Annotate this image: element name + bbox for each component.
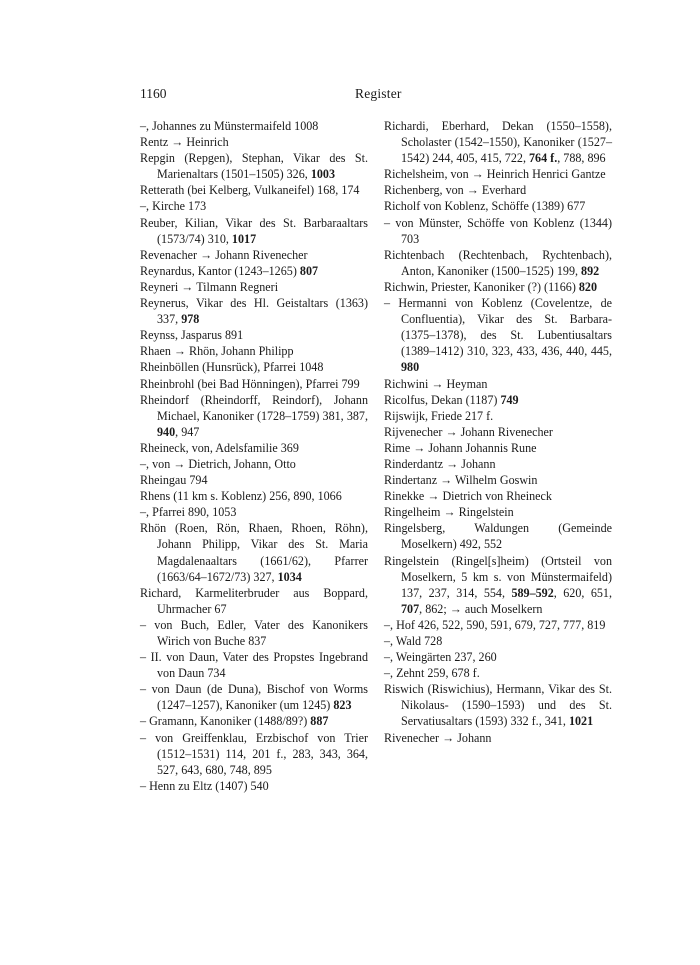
register-entry: Rheinbrohl (bei Bad Hönningen), Pfarrei 799 — [140, 376, 360, 391]
register-entry: Richelsheim, von → Heinrich Henrici Gantze — [384, 167, 606, 182]
register-entry: Richardi, Eberhard, Dekan (1550–1558), Scholaster (1542–1550), Kanoniker (1527–1542) 244, 405, 415, 722, 764 f., 788, 896 — [384, 119, 612, 166]
register-entry: – von Daun (de Duna), Bischof von Worms (1247–1257), Kanoniker (um 1245) 823 — [140, 682, 368, 713]
register-entry: Richolf von Koblenz, Schöffe (1389) 677 — [384, 199, 586, 214]
register-entry: –, Wald 728 — [384, 634, 443, 648]
register-entry: – von Greiffenklau, Erzbischof von Trier (1512–1531) 114, 201 f., 283, 343, 364, 527, 643, 680, 748, 895 — [140, 730, 368, 777]
bold-page-reference: 807 — [299, 263, 319, 278]
register-entry: Rindertanz → Wilhelm Goswin — [384, 473, 538, 488]
register-entry: Repgin (Repgen), Stephan, Vikar des St. Marienaltars (1501–1505) 326, 1003 — [140, 151, 368, 182]
register-entry: Richenberg, von → Everhard — [384, 183, 527, 198]
register-entry: –, von → Dietrich, Johann, Otto — [140, 456, 296, 471]
register-entry: Rheinböllen (Hunsrück), Pfarrei 1048 — [140, 360, 324, 375]
bold-page-reference: 707 — [401, 601, 420, 616]
bold-page-reference: 892 — [581, 263, 600, 278]
register-entry: Ringelsberg, Waldungen (Gemeinde Moselkern) 492, 552 — [384, 521, 612, 552]
register-entry: Revenacher → Johann Rivenecher — [140, 247, 308, 262]
register-entry: Reynerus, Vikar des Hl. Geistaltars (1363) 337, 978 — [140, 296, 368, 327]
bold-page-reference: 1021 — [568, 714, 594, 729]
register-entry: Rime → Johann Johannis Rune — [384, 440, 537, 455]
bold-page-reference: 940 — [157, 424, 176, 439]
running-head: Register — [355, 86, 402, 101]
bold-page-reference: 749 — [500, 392, 519, 407]
register-entry: Rentz → Heinrich — [140, 135, 229, 150]
bold-page-reference: 1003 — [310, 167, 336, 182]
bold-page-reference: 980 — [401, 360, 420, 375]
register-entry: Richwin, Priester, Kanoniker (?) (1166) 820 — [384, 279, 598, 294]
register-entry: Reynardus, Kantor (1243–1265) 807 — [140, 263, 319, 278]
bold-page-reference: 1034 — [277, 569, 302, 584]
register-entry: Rheineck, von, Adelsfamilie 369 — [140, 440, 299, 455]
register-entry: Retterath (bei Kelberg, Vulkaneifel) 168, 174 — [140, 183, 360, 198]
register-column-right — [384, 118, 612, 746]
register-entry: Rhaen → Rhön, Johann Philipp — [140, 344, 294, 359]
register-entry: Richard, Karmeliterbruder aus Boppard, Uhrmacher 67 — [140, 585, 368, 616]
register-entry: –, Weingärten 237, 260 — [384, 650, 497, 665]
register-entry: Riswich (Riswichius), Hermann, Vikar des St. Nikolaus- (1590–1593) und des St. Servatiusaltars (1593) 332 f., 341, 1021 — [384, 682, 612, 729]
register-entry: –, Hof 426, 522, 590, 591, 679, 727, 777, 819 — [384, 617, 606, 632]
register-entry: – Henn zu Eltz (1407) 540 — [140, 778, 269, 793]
register-entry: Rijswijk, Friede 217 f. — [384, 408, 494, 423]
register-entry: – von Münster, Schöffe von Koblenz (1344) 703 — [384, 215, 612, 246]
register-entry: Ricolfus, Dekan (1187) 749 — [384, 392, 519, 407]
bold-page-reference: 589–592 — [511, 585, 554, 600]
register-entry: – von Buch, Edler, Vater des Kanonikers Wirich von Buche 837 — [140, 617, 368, 648]
register-entry: –, Zehnt 259, 678 f. — [384, 666, 480, 681]
register-entry: Reyneri → Tilmann Regneri — [140, 279, 279, 294]
register-entry: – Hermanni von Koblenz (Covelentze, de Confluentia), Vikar des St. Barbara- (1375–1378), des St. Lubentiusaltars (1389–1412) 310, 323, 433, 436, 440, 445, 980 — [384, 296, 612, 375]
register-entry: –, Pfarrei 890, 1053 — [140, 505, 237, 520]
register-entry: – Gramann, Kanoniker (1488/89?) 887 — [140, 714, 329, 729]
register-entry: Ringelheim → Ringelstein — [384, 505, 514, 520]
bold-page-reference: 764 f. — [529, 151, 558, 166]
register-entry: – II. von Daun, Vater des Propstes Ingebrand von Daun 734 — [140, 650, 368, 681]
register-entry: Rinekke → Dietrich von Rheineck — [384, 489, 552, 504]
page-number: 1160 — [140, 86, 167, 101]
register-entry: –, Kirche 173 — [140, 199, 207, 214]
register-entry: Reynss, Jasparus 891 — [140, 328, 244, 343]
bold-page-reference: 823 — [333, 698, 352, 713]
register-entry: Reuber, Kilian, Vikar des St. Barbaraaltars (1573/74) 310, 1017 — [140, 215, 368, 246]
register-column-left — [140, 118, 368, 794]
bold-page-reference: 887 — [310, 714, 329, 729]
register-entry: Rivenecher → Johann — [384, 730, 492, 745]
register-entry: Richtenbach (Rechtenbach, Rychtenbach), Anton, Kanoniker (1500–1525) 199, 892 — [384, 247, 612, 278]
register-entry: Rheindorf (Rheindorff, Reindorf), Johann Michael, Kanoniker (1728–1759) 381, 387, 940, 947 — [140, 392, 368, 439]
register-entry: Rinderdantz → Johann — [384, 456, 496, 471]
register-entry: Rijvenecher → Johann Rivenecher — [384, 424, 553, 439]
register-entry: Richwini → Heyman — [384, 376, 488, 391]
register-entry: Rhön (Roen, Rön, Rhaen, Rhoen, Röhn), Johann Philipp, Vikar des St. Maria Magdalenaaltars (1661/62), Pfarrer (1663/64–1672/73) 327, 1034 — [140, 521, 368, 584]
bold-page-reference: 978 — [181, 312, 200, 327]
register-entry: Ringelstein (Ringel[s]heim) (Ortsteil von Moselkern, 5 km s. von Münstermaifeld) 137, 237, 314, 554, 589–592, 620, 651, 707, 862; → auch Moselkern — [384, 553, 613, 616]
register-entry: –, Johannes zu Münstermaifeld 1008 — [140, 119, 319, 133]
bold-page-reference: 820 — [578, 279, 598, 294]
register-entry: Rheingau 794 — [140, 473, 208, 488]
bold-page-reference: 1017 — [231, 231, 257, 246]
register-entry: Rhens (11 km s. Koblenz) 256, 890, 1066 — [140, 489, 342, 504]
